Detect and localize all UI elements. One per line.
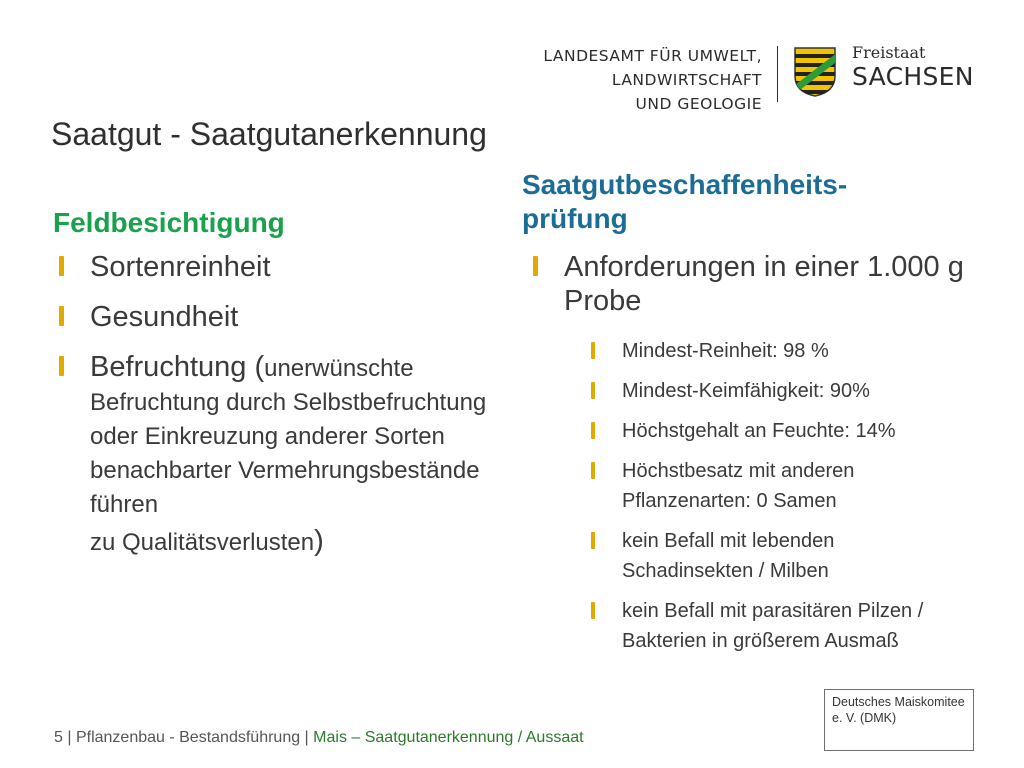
sub-list-item <box>590 456 952 516</box>
footer-separator: | <box>62 729 76 746</box>
saxony-crest-icon <box>793 46 837 98</box>
sub-list-item-label: Mindest-Keimfähigkeit: 90% <box>622 380 870 402</box>
list-item <box>58 350 488 560</box>
agency-line-2: LANDWIRTSCHAFT <box>611 71 762 89</box>
sub-list-item <box>590 526 952 586</box>
list-item-label: Befruchtung ( <box>90 351 265 383</box>
bullet-bar-icon <box>591 462 595 479</box>
bullet-bar-icon <box>59 356 64 376</box>
sub-list-item <box>590 596 952 656</box>
sub-list-item <box>590 376 952 406</box>
footer-section: Pflanzenbau - Bestandsführung <box>75 729 301 746</box>
logo-divider <box>777 46 778 102</box>
right-heading-line-2: prüfung <box>522 203 628 234</box>
bullet-bar-icon <box>59 256 64 276</box>
page-title: Saatgut - Saatgutanerkennung <box>51 116 487 152</box>
list-item <box>532 250 972 318</box>
list-item-detail-body: Befruchtung durch Selbstbefruchtung oder Einkreuzung anderer Sorten benachbarter Vermehrungsbestände führen <box>90 389 487 518</box>
footer-separator: | <box>300 729 314 746</box>
right-heading-line-1: Saatgutbeschaffenheits- <box>522 169 848 200</box>
left-column-heading: Feldbesichtigung <box>53 207 285 238</box>
list-item <box>58 250 488 284</box>
right-column-heading <box>522 168 942 236</box>
list-item-label: Sortenreinheit <box>90 251 271 283</box>
footer <box>54 729 584 747</box>
left-bullet-list <box>58 250 488 576</box>
bullet-bar-icon <box>533 256 538 276</box>
right-sub-list <box>532 336 952 666</box>
list-item-detail-end: zu Qualitätsverlusten <box>90 529 315 556</box>
bullet-bar-icon <box>591 342 595 359</box>
agency-name <box>540 44 762 116</box>
right-bullet-list <box>532 250 972 318</box>
state-name-big: SACHSEN <box>852 62 974 91</box>
credit-box: Deutsches Maiskomitee e. V. (DMK) <box>824 689 974 751</box>
bullet-bar-icon <box>591 602 595 619</box>
sub-list-item-label: Höchstbesatz mit anderen Pflanzenarten: 0 Samen <box>622 460 855 512</box>
list-item-label: Anforderungen in einer 1.000 g Probe <box>564 251 964 317</box>
sub-list-item-label: Höchstgehalt an Feuchte: 14% <box>622 420 896 442</box>
state-name-small: Freistaat <box>852 43 926 62</box>
sub-list-item-label: Mindest-Reinheit: 98 % <box>622 340 829 362</box>
bullet-bar-icon <box>591 382 595 399</box>
agency-line-1: LANDESAMT FÜR UMWELT, <box>543 47 762 65</box>
sub-list-item <box>590 336 952 366</box>
sub-list-item-label: kein Befall mit lebenden Schadinsekten / Milben <box>622 530 835 582</box>
state-name <box>852 44 974 92</box>
list-item-close-paren: ) <box>314 525 324 557</box>
bullet-bar-icon <box>591 532 595 549</box>
list-item-detail: unerwünschte <box>264 355 414 382</box>
list-item <box>58 300 488 334</box>
list-item-label: Gesundheit <box>90 301 239 333</box>
sub-list-item-label: kein Befall mit parasitären Pilzen / Bakterien in größerem Ausmaß <box>622 600 924 652</box>
footer-page-number: 5 <box>54 729 63 746</box>
sub-list-item <box>590 416 952 446</box>
footer-topic: Mais – Saatgutanerkennung / Aussaat <box>313 729 584 746</box>
bullet-bar-icon <box>591 422 595 439</box>
bullet-bar-icon <box>59 306 64 326</box>
agency-line-3: UND GEOLOGIE <box>635 95 762 113</box>
